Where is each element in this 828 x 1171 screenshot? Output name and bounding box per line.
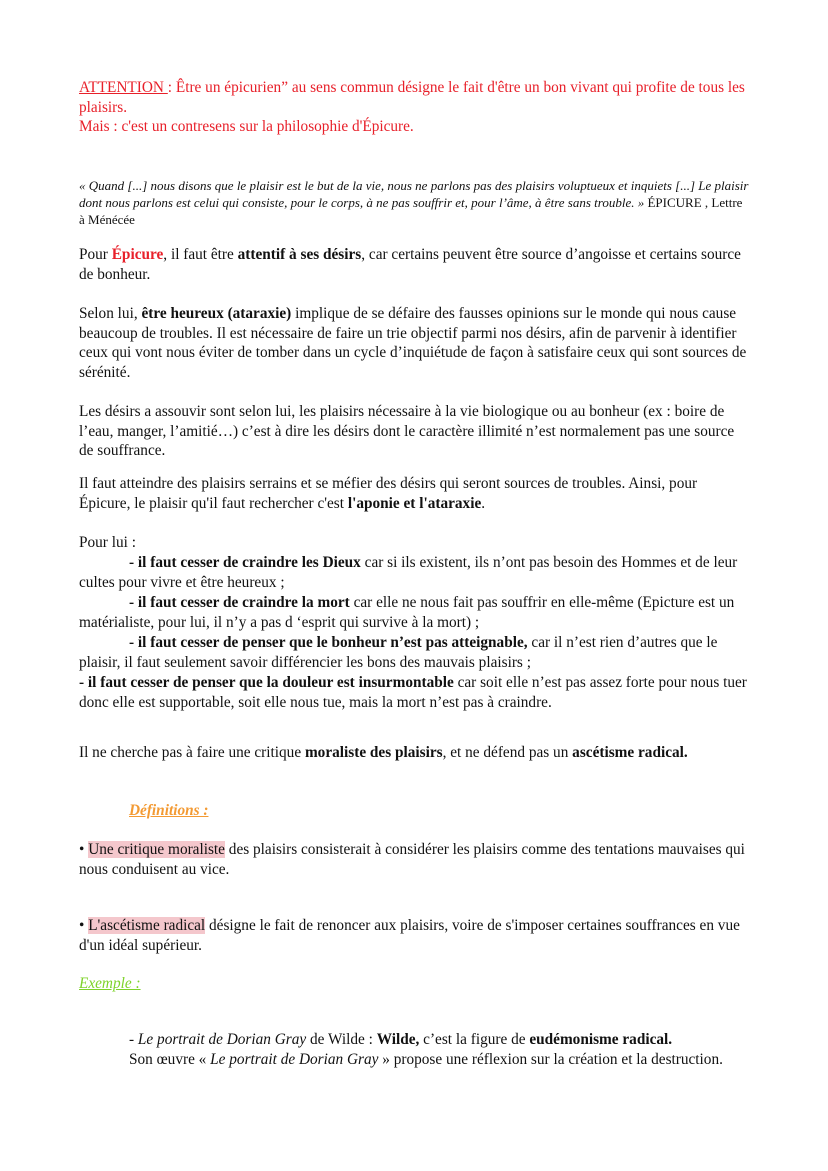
- text: car soit elle n’est pas assez forte pour nous tuer donc elle est supportable, soit elle nous tue, mais la mort n’est pas à craindre.: [79, 674, 747, 711]
- attention-note: [79, 78, 749, 137]
- bold-text: l'aponie et l'ataraxie: [347, 494, 482, 512]
- text: .: [481, 494, 486, 512]
- bold-text: attentif à ses désirs: [237, 246, 362, 263]
- italic-title: Le portrait de Dorian Gray: [137, 1031, 307, 1048]
- text: » propose une réflexion sur la création et la destruction.: [378, 1050, 723, 1068]
- text: -: [129, 1031, 138, 1048]
- definition-2: [79, 916, 749, 955]
- bold-text: - il faut cesser de penser que la douleur est insurmontable: [79, 674, 454, 691]
- highlighted-term: L'ascétisme radical: [88, 917, 206, 934]
- text: c’est la figure de: [419, 1031, 530, 1048]
- text: désigne le fait de renoncer aux plaisirs, voire de s'imposer certaines souffrances en vue d'un idéal supérieur.: [79, 917, 740, 954]
- text: car si ils existent, ils n’ont pas besoin des Hommes et de leur cultes pour vivre et être heureux ;: [79, 554, 738, 591]
- definitions-title: Définitions :: [129, 802, 209, 819]
- attention-label: ATTENTION: [79, 79, 168, 96]
- list-item: [79, 593, 749, 633]
- epicurus-quote: [79, 177, 749, 228]
- example-title: Exemple :: [79, 975, 141, 992]
- text: , et ne défend pas un: [442, 744, 573, 761]
- definition-1: [79, 840, 749, 879]
- text: Il ne cherche pas à faire une critique: [79, 744, 305, 761]
- bold-text: ascétisme radical.: [572, 744, 688, 761]
- epicure-highlight: Épicure: [111, 246, 164, 263]
- definitions-heading: [129, 801, 799, 821]
- conclusion: [79, 743, 749, 763]
- attention-text-2: Mais : c'est un contresens sur la philosophie d'Épicure.: [79, 118, 414, 135]
- paragraph-2: [79, 304, 749, 382]
- text: Selon lui,: [79, 305, 142, 322]
- text: car elle ne nous fait pas souffrir en elle-même (Epicture est un matérialiste, pour lui, il n’y a pas d ‘esprit qui survive à la mort) ;: [79, 594, 735, 631]
- italic-title: Le portrait de Dorian Gray: [210, 1050, 379, 1068]
- text: Pour: [79, 246, 112, 263]
- pour-lui-list: [79, 533, 749, 713]
- quote-source: ÉPICURE , Lettre à Ménécée: [79, 195, 743, 227]
- bold-text: - il faut cesser de penser que le bonheur n’est pas atteignable,: [129, 634, 528, 651]
- bold-text: Wilde,: [376, 1031, 420, 1048]
- list-title: Pour lui :: [79, 534, 136, 551]
- text: car il n’est rien d’autres que le plaisir, il faut seulement savoir différencier les bons des mauvais plaisirs ;: [79, 634, 718, 671]
- bold-text: eudémonisme radical.: [529, 1031, 673, 1048]
- bold-text: - il faut cesser de craindre la mort: [129, 594, 350, 611]
- attention-text: : Être un épicurien” au sens commun désigne le fait d'être un bon vivant qui profite de tous les plaisirs.: [79, 79, 745, 116]
- text: Son œuvre «: [129, 1050, 211, 1068]
- paragraph-4: [79, 474, 749, 513]
- text: Il faut atteindre des plaisirs serrains et se méfier des désirs qui seront sources de troubles. Ainsi, pour Épicure, le plaisir qu'il faut rechercher c'est: [79, 475, 698, 512]
- bold-text: être heureux (ataraxie): [141, 305, 292, 322]
- bold-text: moraliste des plaisirs: [304, 744, 443, 761]
- list-item: [79, 673, 749, 713]
- list-item: [79, 553, 749, 593]
- paragraph-3: Les désirs a assouvir sont selon lui, les plaisirs nécessaire à la vie biologique ou au bonheur (ex : boire de l’eau, manger, l’amitié…) c’est à dire les désirs dont le caractère illimité n’est normalement pas une source de souffrance.: [79, 403, 735, 459]
- example-heading: [79, 974, 749, 994]
- example-text: [129, 1030, 749, 1069]
- text: de Wilde :: [306, 1031, 377, 1048]
- text: implique de se défaire des fausses opinions sur le monde qui nous cause beaucoup de troubles. Il est nécessaire de faire un trie objectif parmi nos désirs, afin de parvenir à identifier ceux qui vont nous éviter de tomber dans un cycle d’inquiétude de façon à satisfaire ceux qui sont sources de sérénité.: [79, 305, 747, 381]
- paragraph-1: [79, 245, 749, 284]
- bold-text: - il faut cesser de craindre les Dieux: [129, 554, 361, 571]
- bullet: •: [79, 841, 89, 858]
- quote-text: « Quand [...] nous disons que le plaisir est le but de la vie, nous ne parlons pas des plaisirs voluptueux et inquiets [...] Le plaisir dont nous parlons est celui qui consiste, pour le corps, à ne pas souffrir et, pour l’âme, à être sans trouble. »: [79, 178, 749, 210]
- text: , car certains peuvent être source d’angoisse et certains source de bonheur.: [79, 246, 741, 283]
- text: , il faut être: [163, 246, 238, 263]
- list-item: [79, 633, 749, 673]
- text: des plaisirs consisterait à considérer les plaisirs comme des tentations mauvaises qui nous conduisent au vice.: [79, 841, 745, 878]
- highlighted-term: Une critique moraliste: [88, 841, 225, 858]
- bullet: •: [79, 917, 89, 934]
